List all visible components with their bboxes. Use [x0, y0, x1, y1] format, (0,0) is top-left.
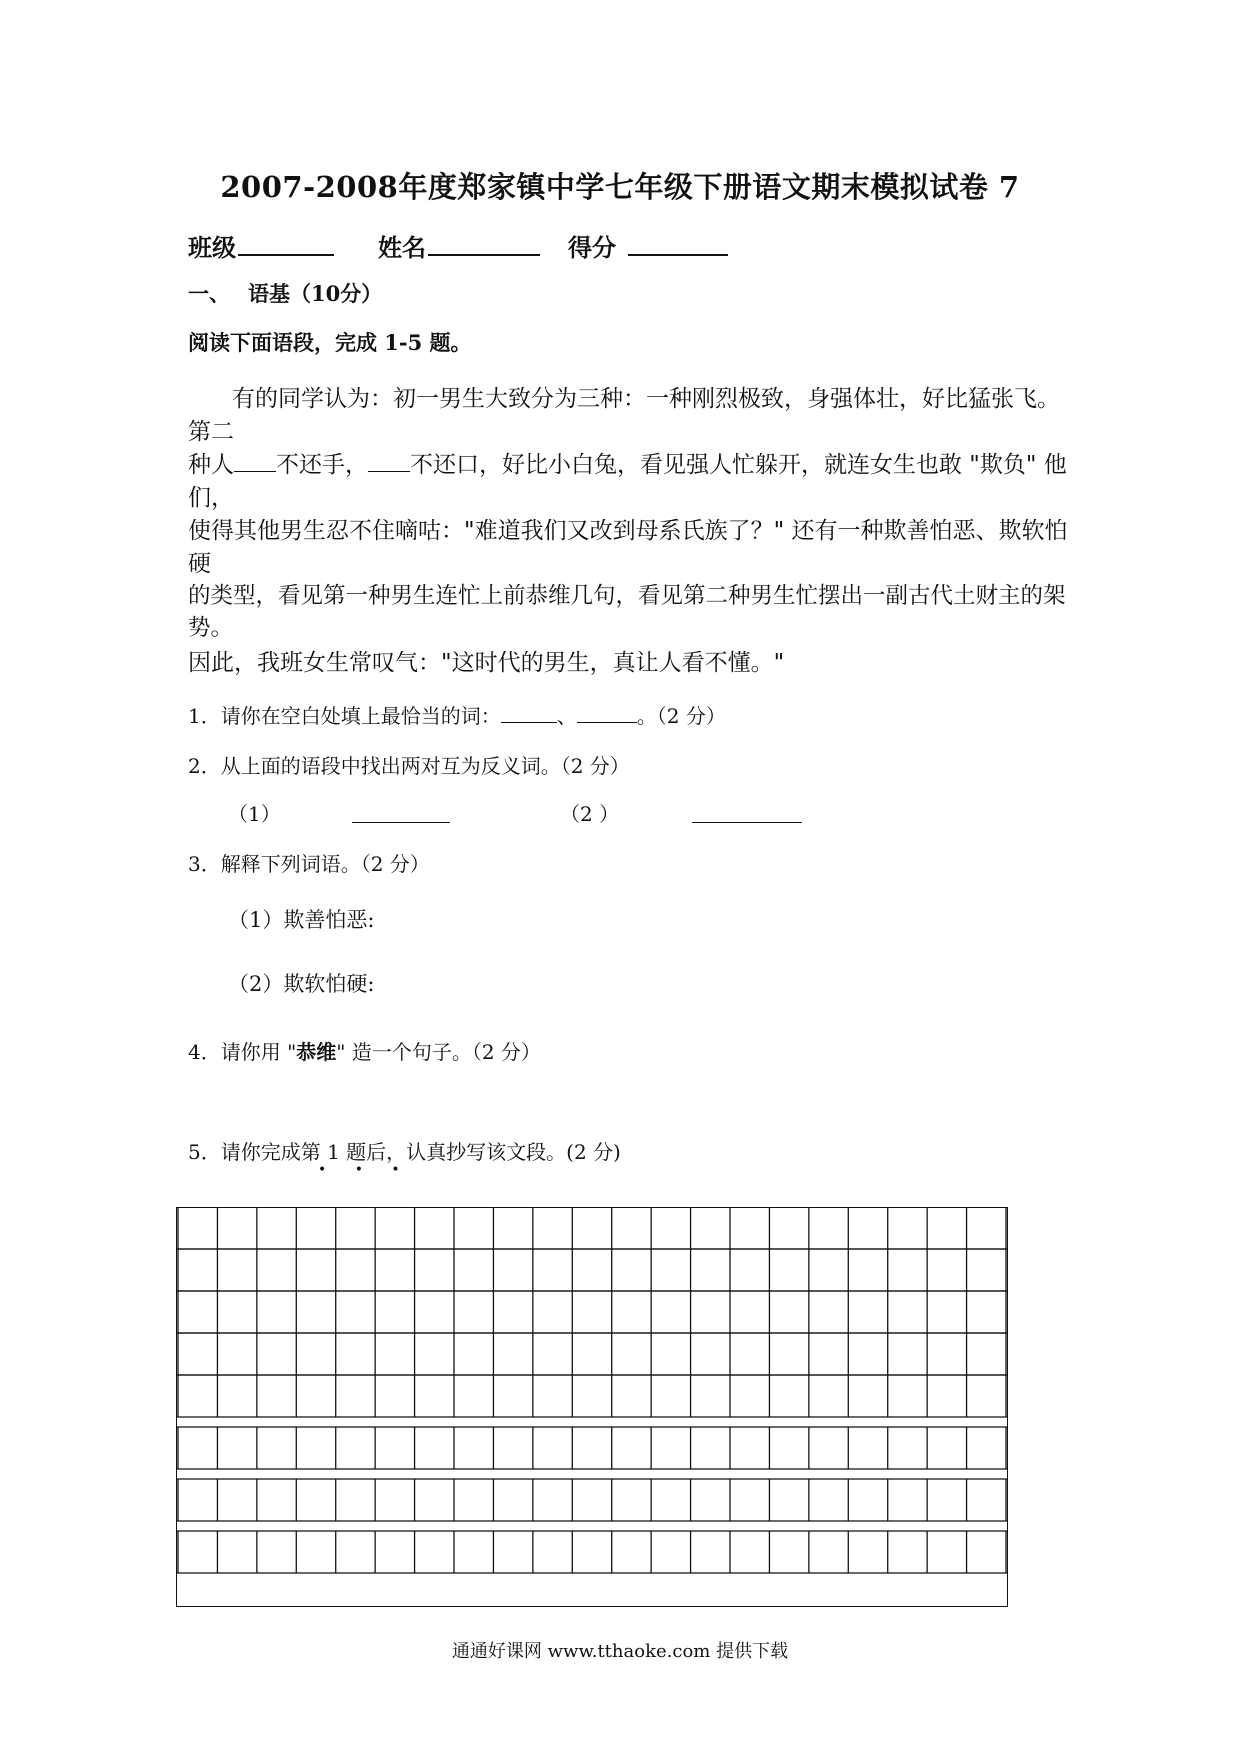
passage-line-1: 有的同学认为：初一男生大致分为三种：一种刚烈极致，身强体壮，好比猛张飞。第二 — [188, 386, 1060, 445]
question-2: 2．从上面的语段中找出两对互为反义词。（2 分） — [188, 754, 630, 778]
score-blank[interactable] — [628, 232, 728, 256]
score-label: 得分 — [568, 233, 616, 262]
class-blank[interactable] — [238, 232, 334, 256]
answer-blank-2[interactable] — [577, 704, 637, 723]
name-field — [378, 228, 540, 263]
question-2-item-2: （2 ） — [560, 802, 620, 826]
class-label: 班级 — [188, 233, 236, 262]
passage-line-2 — [188, 446, 1068, 512]
question-text: 1．请你在空白处填上最恰当的词： — [188, 704, 501, 728]
question-text: 4．请你用 " — [188, 1040, 297, 1064]
class-field — [188, 228, 334, 263]
question-3-item-2: （2）欺软怕硬: — [228, 972, 375, 996]
section-number: 一、 — [188, 281, 230, 306]
section-heading — [188, 278, 382, 308]
passage-line-3: 使得其他男生忍不住嘀咕："难道我们又改到母系氏族了？" 还有一种欺善怕恶、欺软怕硬 — [188, 518, 1068, 577]
passage-text: 种人 — [188, 452, 234, 478]
grid-lines — [176, 1207, 1008, 1607]
passage-line-4: 的类型，看见第一种男生连忙上前恭维几句，看见第二种男生忙摆出一副古代土财主的架势。 — [188, 583, 1066, 641]
fill-blank-1[interactable] — [234, 451, 276, 472]
question-2-item-1: （1） — [228, 802, 281, 826]
name-blank[interactable] — [428, 232, 540, 256]
footer: 通通好课网 www.tthaoke.com 提供下载 — [451, 1641, 789, 1662]
separator: 、 — [556, 704, 577, 728]
instruction: 阅读下面语段，完成 1-5 题。 — [188, 330, 472, 355]
question-3-item-1: （1）欺善怕恶: — [228, 908, 375, 932]
question-4 — [188, 1036, 541, 1065]
score-field — [568, 228, 728, 263]
writing-grid[interactable] — [176, 1207, 1008, 1607]
fill-blank-2[interactable] — [368, 451, 410, 472]
question-5: 5．请你完成第 1 题后，认真抄写该文段。(2 分) — [188, 1140, 621, 1164]
emphasis-dots: • • • — [318, 1162, 412, 1178]
passage-line-5: 因此，我班女生常叹气："这时代的男生，真让人看不懂。" — [188, 650, 785, 676]
question-text: " 造一个句子。（2 分） — [336, 1040, 541, 1064]
page-title: 2007-2008年度郑家镇中学七年级下册语文期末模拟试卷 7 — [220, 170, 1020, 204]
question-score: 。（2 分） — [636, 704, 726, 728]
passage-text: 不还口，好比小白兔，看见强人忙躲开，就连女生也敢 "欺负" 他们， — [188, 452, 1067, 511]
section-title: 语基（10分） — [248, 281, 383, 306]
keyword: 恭维 — [296, 1040, 337, 1064]
passage-text: 不还手， — [276, 452, 368, 478]
antonym-answer-2[interactable] — [692, 800, 802, 823]
name-label: 姓名 — [378, 233, 426, 262]
answer-blank-1[interactable] — [501, 704, 557, 723]
question-3: 3．解释下列词语。（2 分） — [188, 852, 430, 876]
question-1 — [188, 700, 726, 729]
antonym-answer-1[interactable] — [352, 800, 450, 823]
